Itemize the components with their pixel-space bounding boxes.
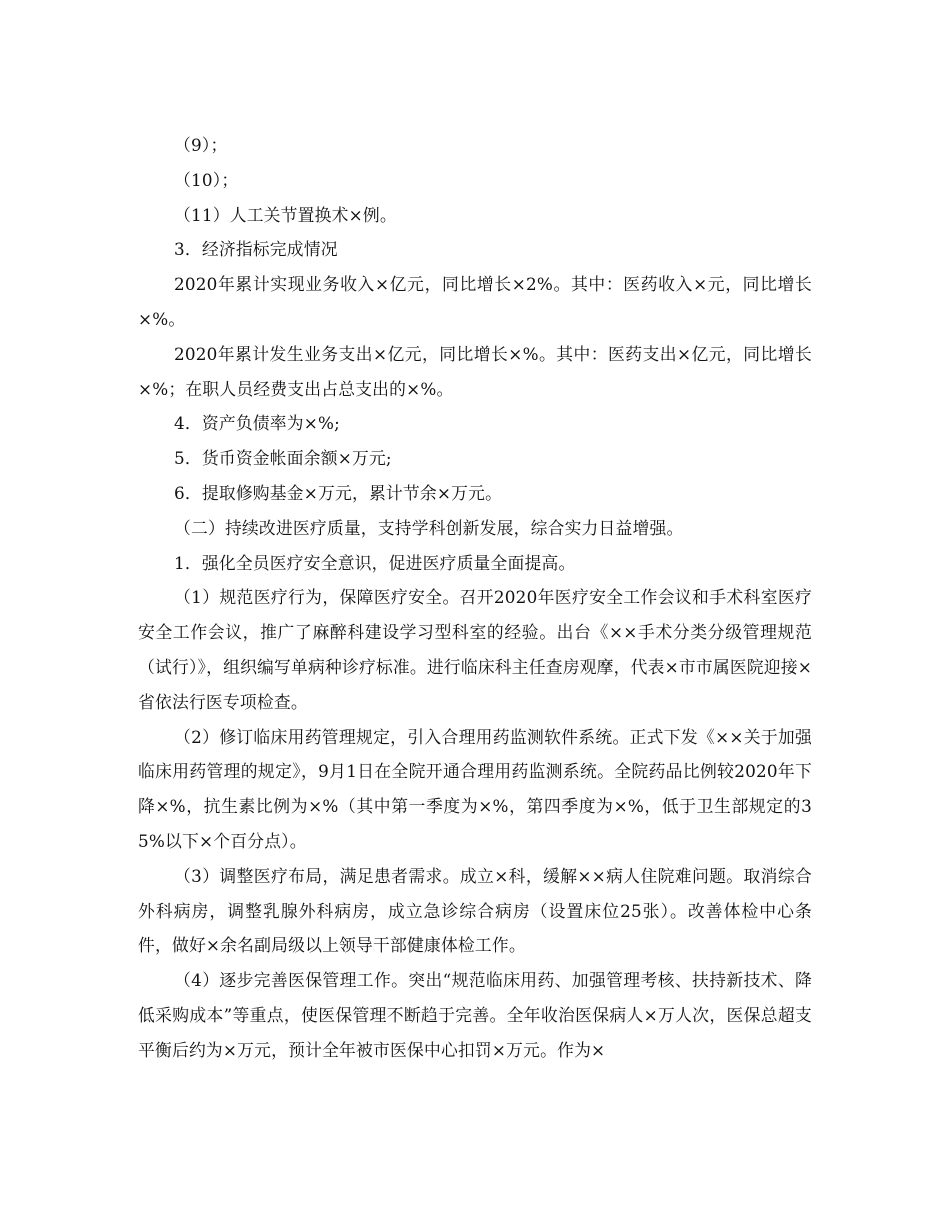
paragraph-item-11: （11）人工关节置换术×例。 bbox=[174, 204, 397, 225]
paragraph-medical-layout: （3）调整医疗布局，满足患者需求。成立×科，缓解××病人住院难问题。取消综合外科病房，调整乳腺外科病房，成立急诊综合病房（设置床位25张）。改善体检中心条件，做好×余名副局级以上领导干部健康体检工作。 bbox=[138, 865, 812, 956]
paragraph-insurance: （4）逐步完善医保管理工作。突出“规范临床用药、加强管理考核、扶持新技术、降低采购成本”等重点，使医保管理不断趋于完善。全年收治医保病人×万人次，医保总超支平衡后约为×万元，预计全年被市医保中心扣罚×万元。作为× bbox=[138, 970, 812, 1060]
section-heading-quality: （二）持续改进医疗质量，支持学科创新发展，综合实力日益增强。 bbox=[174, 517, 684, 538]
paragraph-medical-safety: （1）规范医疗行为，保障医疗安全。召开2020年医疗安全工作会议和手术科室医疗安全工作会议，推广了麻醉科建设学习型科室的经验。出台《××手术分类分级管理规范（试行）》，组织编写单病种诊疗标准。进行临床科主任查房观摩，代表×市市属医院迎接×省依法行医专项检查。 bbox=[138, 587, 813, 712]
paragraph-item-9: （9）； bbox=[174, 135, 228, 155]
paragraph-expenditure: 2020年累计发生业务支出×亿元，同比增长×%。其中：医药支出×亿元，同比增长×%；在职人员经费支出占总支出的×%。 bbox=[138, 343, 812, 399]
paragraph-drug-management: （2）修订临床用药管理规定，引入合理用药监测软件系统。正式下发《××关于加强临床用药管理的规定》，9月1日在全院开通合理用药监测系统。全院药品比例较2020年下降×%，抗生素比例为×%（其中第一季度为×%，第四季度为×%，低于卫生部规定的35%以下×个百分点）。 bbox=[138, 726, 812, 851]
paragraph-income: 2020年累计实现业务收入×亿元，同比增长×2%。其中：医药收入×元，同比增长×%。 bbox=[138, 274, 812, 329]
paragraph-repair-fund: 6．提取修购基金×万元，累计节余×万元。 bbox=[174, 482, 503, 503]
paragraph-item-10: （10）； bbox=[174, 169, 239, 190]
section-heading-economic: 3．经济指标完成情况 bbox=[174, 239, 338, 260]
paragraph-cash-balance: 5．货币资金帐面余额×万元; bbox=[174, 448, 392, 469]
paragraph-debt-ratio: 4．资产负债率为×%; bbox=[174, 413, 341, 434]
subsection-heading-safety: 1．强化全员医疗安全意识，促进医疗质量全面提高。 bbox=[174, 552, 576, 573]
document-body bbox=[138, 128, 812, 1068]
